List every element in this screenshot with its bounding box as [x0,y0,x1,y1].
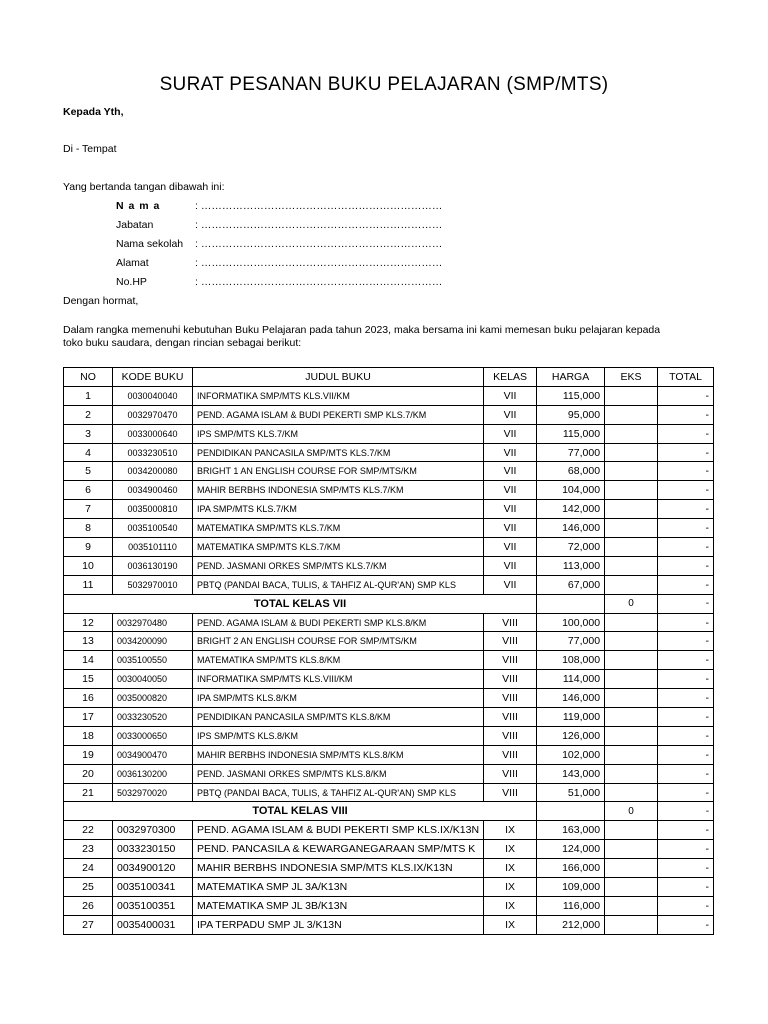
header-total: TOTAL [658,368,714,387]
row-no: 1 [64,386,113,405]
table-row [64,783,714,802]
row-kelas: VIII [484,651,537,670]
row-total: - [658,783,714,802]
table-row [64,538,714,557]
row-total: - [658,878,714,897]
row-no: 9 [64,538,113,557]
row-no: 20 [64,764,113,783]
table-row [64,689,714,708]
row-kelas: VII [484,481,537,500]
row-no: 2 [64,405,113,424]
row-kode: 0030040050 [113,670,193,689]
row-no: 13 [64,632,113,651]
row-kode: 0036130190 [113,556,193,575]
row-total: - [658,538,714,557]
row-harga: 67,000 [537,575,605,594]
row-harga: 109,000 [537,878,605,897]
table-row [64,708,714,727]
row-eks-input[interactable] [605,745,658,764]
table-row [64,878,714,897]
row-no: 22 [64,821,113,840]
row-eks-input[interactable] [605,840,658,859]
row-kelas: VIII [484,632,537,651]
row-total: - [658,462,714,481]
row-kode: 0035100341 [113,878,193,897]
table-row [64,424,714,443]
row-judul: PBTQ (PANDAI BACA, TULIS, & TAHFIZ AL-QUR'AN) SMP KLS [193,575,484,594]
row-eks-input[interactable] [605,670,658,689]
row-kelas: VIII [484,613,537,632]
row-eks-input[interactable] [605,878,658,897]
row-eks-input[interactable] [605,632,658,651]
row-eks-input[interactable] [605,575,658,594]
row-harga: 124,000 [537,840,605,859]
row-eks-input[interactable] [605,424,658,443]
row-eks-input[interactable] [605,462,658,481]
row-judul: IPS SMP/MTS KLS.7/KM [193,424,484,443]
row-total: - [658,405,714,424]
row-judul: BRIGHT 2 AN ENGLISH COURSE FOR SMP/MTS/KM [193,632,484,651]
subtotal-kelas-viii-blank [537,802,605,821]
row-kelas: VII [484,424,537,443]
row-total: - [658,896,714,915]
row-harga: 146,000 [537,519,605,538]
table-row [64,632,714,651]
row-harga: 95,000 [537,405,605,424]
row-total: - [658,651,714,670]
row-total: - [658,915,714,934]
row-judul: IPA SMP/MTS KLS.7/KM [193,500,484,519]
row-kelas: IX [484,896,537,915]
table-row [64,745,714,764]
row-kelas: VII [484,386,537,405]
row-kelas: IX [484,840,537,859]
row-no: 7 [64,500,113,519]
row-kelas: VIII [484,764,537,783]
subtotal-kelas-viii [64,802,714,821]
field-value-sekolah[interactable]: : …………………………………………………………… [195,238,443,250]
row-harga: 142,000 [537,500,605,519]
row-judul: INFORMATIKA SMP/MTS KLS.VII/KM [193,386,484,405]
row-total: - [658,670,714,689]
row-kode: 0033000640 [113,424,193,443]
row-total: - [658,764,714,783]
row-no: 27 [64,915,113,934]
row-judul: MAHIR BERBHS INDONESIA SMP/MTS KLS.7/KM [193,481,484,500]
row-kode: 0035101110 [113,538,193,557]
row-harga: 100,000 [537,613,605,632]
row-kelas: VIII [484,783,537,802]
row-judul: PEND. PANCASILA & KEWARGANEGARAAN SMP/MTS K [193,840,484,859]
row-harga: 166,000 [537,859,605,878]
row-harga: 114,000 [537,670,605,689]
row-judul: PENDIDIKAN PANCASILA SMP/MTS KLS.7/KM [193,443,484,462]
row-judul: PEND. JASMANI ORKES SMP/MTS KLS.7/KM [193,556,484,575]
row-kelas: VII [484,462,537,481]
row-kode: 0033230150 [113,840,193,859]
table-row [64,896,714,915]
row-eks-input[interactable] [605,915,658,934]
row-harga: 163,000 [537,821,605,840]
row-total: - [658,500,714,519]
page-title: SURAT PESANAN BUKU PELAJARAN (SMP/MTS) [159,74,609,95]
body-line-2: toko buku saudara, dengan rincian sebagai berikut: [63,337,302,349]
field-label-sekolah: Nama sekolah [116,238,184,250]
row-eks-input[interactable] [605,896,658,915]
table-row [64,915,714,934]
row-kelas: VII [484,575,537,594]
field-value-alamat[interactable]: : …………………………………………………………… [195,257,443,269]
table-row [64,443,714,462]
table-row [64,821,714,840]
row-eks-input[interactable] [605,481,658,500]
row-harga: 77,000 [537,443,605,462]
row-kelas: VIII [484,670,537,689]
row-no: 8 [64,519,113,538]
row-kode: 0032970470 [113,405,193,424]
row-eks-input[interactable] [605,443,658,462]
row-harga: 115,000 [537,386,605,405]
row-judul: IPA SMP/MTS KLS.8/KM [193,689,484,708]
header-kode: KODE BUKU [113,368,193,387]
row-total: - [658,386,714,405]
row-eks-input[interactable] [605,859,658,878]
row-total: - [658,821,714,840]
row-harga: 146,000 [537,689,605,708]
row-kelas: IX [484,859,537,878]
row-eks-input[interactable] [605,556,658,575]
row-kelas: VII [484,519,537,538]
table-header-row [64,368,714,387]
row-no: 18 [64,726,113,745]
row-no: 12 [64,613,113,632]
row-no: 16 [64,689,113,708]
row-harga: 102,000 [537,745,605,764]
row-harga: 68,000 [537,462,605,481]
row-no: 14 [64,651,113,670]
row-total: - [658,726,714,745]
table-row [64,670,714,689]
subtotal-kelas-vii [64,594,714,613]
row-total: - [658,481,714,500]
row-eks-input[interactable] [605,821,658,840]
row-no: 26 [64,896,113,915]
row-kelas: VII [484,443,537,462]
order-table [63,367,714,935]
row-judul: MATEMATIKA SMP/MTS KLS.7/KM [193,538,484,557]
row-total: - [658,424,714,443]
row-no: 10 [64,556,113,575]
row-no: 15 [64,670,113,689]
row-harga: 115,000 [537,424,605,443]
row-total: - [658,556,714,575]
row-kelas: VII [484,556,537,575]
row-no: 25 [64,878,113,897]
row-harga: 51,000 [537,783,605,802]
row-no: 17 [64,708,113,727]
row-kelas: VIII [484,708,537,727]
header-judul: JUDUL BUKU [193,368,484,387]
table-row [64,500,714,519]
greeting: Dengan hormat, [63,295,139,307]
row-harga: 72,000 [537,538,605,557]
row-kode: 0034900460 [113,481,193,500]
signer-intro: Yang bertanda tangan dibawah ini: [63,181,225,193]
row-harga: 77,000 [537,632,605,651]
row-judul: MATEMATIKA SMP/MTS KLS.8/KM [193,651,484,670]
row-eks-input[interactable] [605,689,658,708]
row-eks-input[interactable] [605,726,658,745]
row-harga: 212,000 [537,915,605,934]
subtotal-kelas-vii-blank [537,594,605,613]
row-total: - [658,575,714,594]
row-no: 24 [64,859,113,878]
row-no: 5 [64,462,113,481]
subtotal-kelas-viii-eks: 0 [605,802,658,821]
row-harga: 104,000 [537,481,605,500]
row-total: - [658,745,714,764]
row-kode: 0034200080 [113,462,193,481]
row-kode: 0036130200 [113,764,193,783]
header-no: NO [64,368,113,387]
row-judul: IPA TERPADU SMP JL 3/K13N [193,915,484,934]
body-line-1: Dalam rangka memenuhi kebutuhan Buku Pelajaran pada tahun 2023, maka bersama ini kami memesan buku pelajaran kepada [63,324,661,336]
row-total: - [658,613,714,632]
row-judul: MAHIR BERBHS INDONESIA SMP/MTS KLS.IX/K13N [193,859,484,878]
row-eks-input[interactable] [605,613,658,632]
row-kode: 5032970010 [113,575,193,594]
row-eks-input[interactable] [605,651,658,670]
row-total: - [658,519,714,538]
row-total: - [658,689,714,708]
row-judul: INFORMATIKA SMP/MTS KLS.VIII/KM [193,670,484,689]
recipient-to: Kepada Yth, [63,106,124,118]
row-kode: 0032970480 [113,613,193,632]
row-total: - [658,632,714,651]
row-no: 23 [64,840,113,859]
subtotal-kelas-viii-label: TOTAL KELAS VIII [64,802,537,821]
row-judul: MATEMATIKA SMP JL 3B/K13N [193,896,484,915]
row-eks-input[interactable] [605,783,658,802]
row-kelas: VII [484,538,537,557]
row-total: - [658,443,714,462]
row-no: 3 [64,424,113,443]
table-row [64,519,714,538]
subtotal-kelas-viii-total: - [658,802,714,821]
subtotal-kelas-vii-total: - [658,594,714,613]
row-harga: 119,000 [537,708,605,727]
row-harga: 126,000 [537,726,605,745]
row-judul: IPS SMP/MTS KLS.8/KM [193,726,484,745]
row-kode: 0034900470 [113,745,193,764]
subtotal-kelas-vii-eks: 0 [605,594,658,613]
row-no: 4 [64,443,113,462]
table-row [64,481,714,500]
row-judul: PEND. AGAMA ISLAM & BUDI PEKERTI SMP KLS.8/KM [193,613,484,632]
row-judul: PEND. AGAMA ISLAM & BUDI PEKERTI SMP KLS.7/KM [193,405,484,424]
row-eks-input[interactable] [605,519,658,538]
row-kode: 0035000820 [113,689,193,708]
table-row [64,613,714,632]
table-row [64,764,714,783]
row-judul: MAHIR BERBHS INDONESIA SMP/MTS KLS.8/KM [193,745,484,764]
row-kelas: VII [484,500,537,519]
row-kelas: IX [484,915,537,934]
row-total: - [658,840,714,859]
row-eks-input[interactable] [605,538,658,557]
row-no: 19 [64,745,113,764]
field-label-nama: N a m a [116,200,161,212]
table-row [64,726,714,745]
table-row [64,556,714,575]
field-value-nama[interactable]: : …………………………………………………………… [195,200,443,212]
row-judul: MATEMATIKA SMP JL 3A/K13N [193,878,484,897]
row-judul: PEND. JASMANI ORKES SMP/MTS KLS.8/KM [193,764,484,783]
row-kode: 0035400031 [113,915,193,934]
field-value-jabatan[interactable]: : …………………………………………………………… [195,219,443,231]
field-value-nohp[interactable]: : …………………………………………………………… [195,276,443,288]
table-row [64,462,714,481]
row-kode: 0034900120 [113,859,193,878]
row-judul: BRIGHT 1 AN ENGLISH COURSE FOR SMP/MTS/KM [193,462,484,481]
row-judul: PEND. AGAMA ISLAM & BUDI PEKERTI SMP KLS.IX/K13N [193,821,484,840]
header-kelas: KELAS [484,368,537,387]
row-no: 21 [64,783,113,802]
row-kelas: IX [484,878,537,897]
row-kode: 0035100550 [113,651,193,670]
row-kelas: VIII [484,726,537,745]
table-row [64,405,714,424]
row-eks-input[interactable] [605,708,658,727]
row-harga: 143,000 [537,764,605,783]
row-harga: 108,000 [537,651,605,670]
row-kode: 0035000810 [113,500,193,519]
table-row [64,386,714,405]
row-judul: PENDIDIKAN PANCASILA SMP/MTS KLS.8/KM [193,708,484,727]
row-no: 11 [64,575,113,594]
row-harga: 113,000 [537,556,605,575]
row-kode: 5032970020 [113,783,193,802]
table-row [64,840,714,859]
row-no: 6 [64,481,113,500]
row-harga: 116,000 [537,896,605,915]
row-judul: PBTQ (PANDAI BACA, TULIS, & TAHFIZ AL-QUR'AN) SMP KLS [193,783,484,802]
row-eks-input[interactable] [605,405,658,424]
row-kelas: VIII [484,745,537,764]
row-kode: 0034200090 [113,632,193,651]
row-kode: 0035100540 [113,519,193,538]
header-eks: EKS [605,368,658,387]
row-kelas: VIII [484,689,537,708]
field-label-alamat: Alamat [116,257,149,269]
row-kelas: IX [484,821,537,840]
table-row [64,859,714,878]
field-label-nohp: No.HP [116,276,147,288]
table-row [64,651,714,670]
row-kode: 0033230510 [113,443,193,462]
row-kode: 0033230520 [113,708,193,727]
subtotal-kelas-vii-label: TOTAL KELAS VII [64,594,537,613]
row-total: - [658,708,714,727]
row-kode: 0033000650 [113,726,193,745]
row-kode: 0030040040 [113,386,193,405]
row-kode: 0035100351 [113,896,193,915]
row-eks-input[interactable] [605,764,658,783]
field-label-jabatan: Jabatan [116,219,154,231]
recipient-place: Di - Tempat [63,143,117,155]
row-kode: 0032970300 [113,821,193,840]
row-eks-input[interactable] [605,500,658,519]
row-eks-input[interactable] [605,386,658,405]
header-harga: HARGA [537,368,605,387]
row-total: - [658,859,714,878]
row-kelas: VII [484,405,537,424]
table-row [64,575,714,594]
row-judul: MATEMATIKA SMP/MTS KLS.7/KM [193,519,484,538]
